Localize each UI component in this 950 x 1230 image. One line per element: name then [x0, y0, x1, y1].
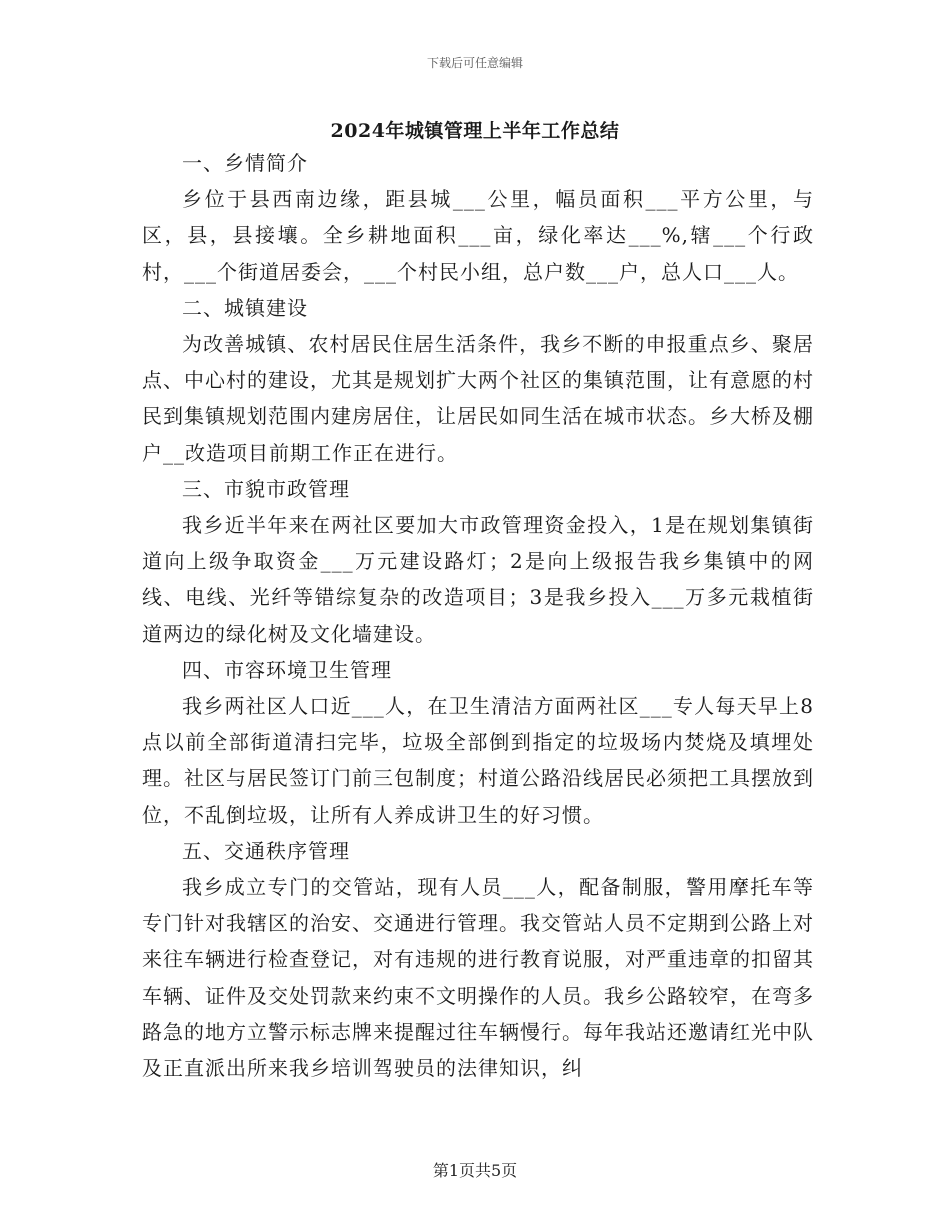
- section-paragraph-3: 我乡近半年来在两社区要加大市政管理资金投入，1是在规划集镇街道向上级争取资金___万元建设路灯；2是向上级报告我乡集镇中的网线、电线、光纤等错综复杂的改造项目；3是我乡投入___万多元栽植街道两边的绿化树及文化墙建设。: [142, 513, 814, 646]
- section-heading-3: 三、市貌市政管理: [182, 476, 350, 501]
- document-body: [142, 145, 814, 1086]
- section-paragraph-1: 乡位于县西南边缘，距县城___公里，幅员面积___平方公里，与区，县，县接壤。全乡耕地面积___亩，绿化率达___%,辖___个行政村，___个街道居委会，___个村民小组，总户数___户，总人口___人。: [142, 187, 814, 284]
- page-footer: 第1页共5页: [432, 1161, 518, 1180]
- section-paragraph-2: 为改善城镇、农村居民住居生活条件，我乡不断的申报重点乡、聚居点、中心村的建设，尤其是规划扩大两个社区的集镇范围，让有意愿的村民到集镇规划范围内建房居住，让居民如同生活在城市状态。乡大桥及棚户__改造项目前期工作正在进行。: [142, 332, 814, 465]
- section-heading-5: 五、交通秩序管理: [182, 838, 350, 863]
- section-heading-2: 二、城镇建设: [182, 295, 308, 320]
- section-heading-1: 一、乡情简介: [182, 151, 308, 175]
- document-title: 2024年城镇管理上半年工作总结: [330, 120, 620, 142]
- header-note: 下载后可任意编辑: [426, 56, 523, 70]
- section-paragraph-4: 我乡两社区人口近___人，在卫生清洁方面两社区___专人每天早上8点以前全部街道清扫完毕，垃圾全部倒到指定的垃圾场内焚烧及填埋处理。社区与居民签订门前三包制度；村道公路沿线居民必须把工具摆放到位，不乱倒垃圾，让所有人养成讲卫生的好习惯。: [142, 694, 814, 827]
- section-heading-4: 四、市容环境卫生管理: [182, 657, 392, 682]
- section-paragraph-5: 我乡成立专门的交管站，现有人员___人，配备制服，警用摩托车等专门针对我辖区的治安、交通进行管理。我交管站人员不定期到公路上对来往车辆进行检查登记，对有违规的进行教育说服，对严重违章的扣留其车辆、证件及交处罚款来约束不文明操作的人员。我乡公路较窄，在弯多路急的地方立警示标志牌来提醒过往车辆慢行。每年我站还邀请红光中队及正直派出所来我乡培训驾驶员的法律知识，纠: [142, 875, 814, 1081]
